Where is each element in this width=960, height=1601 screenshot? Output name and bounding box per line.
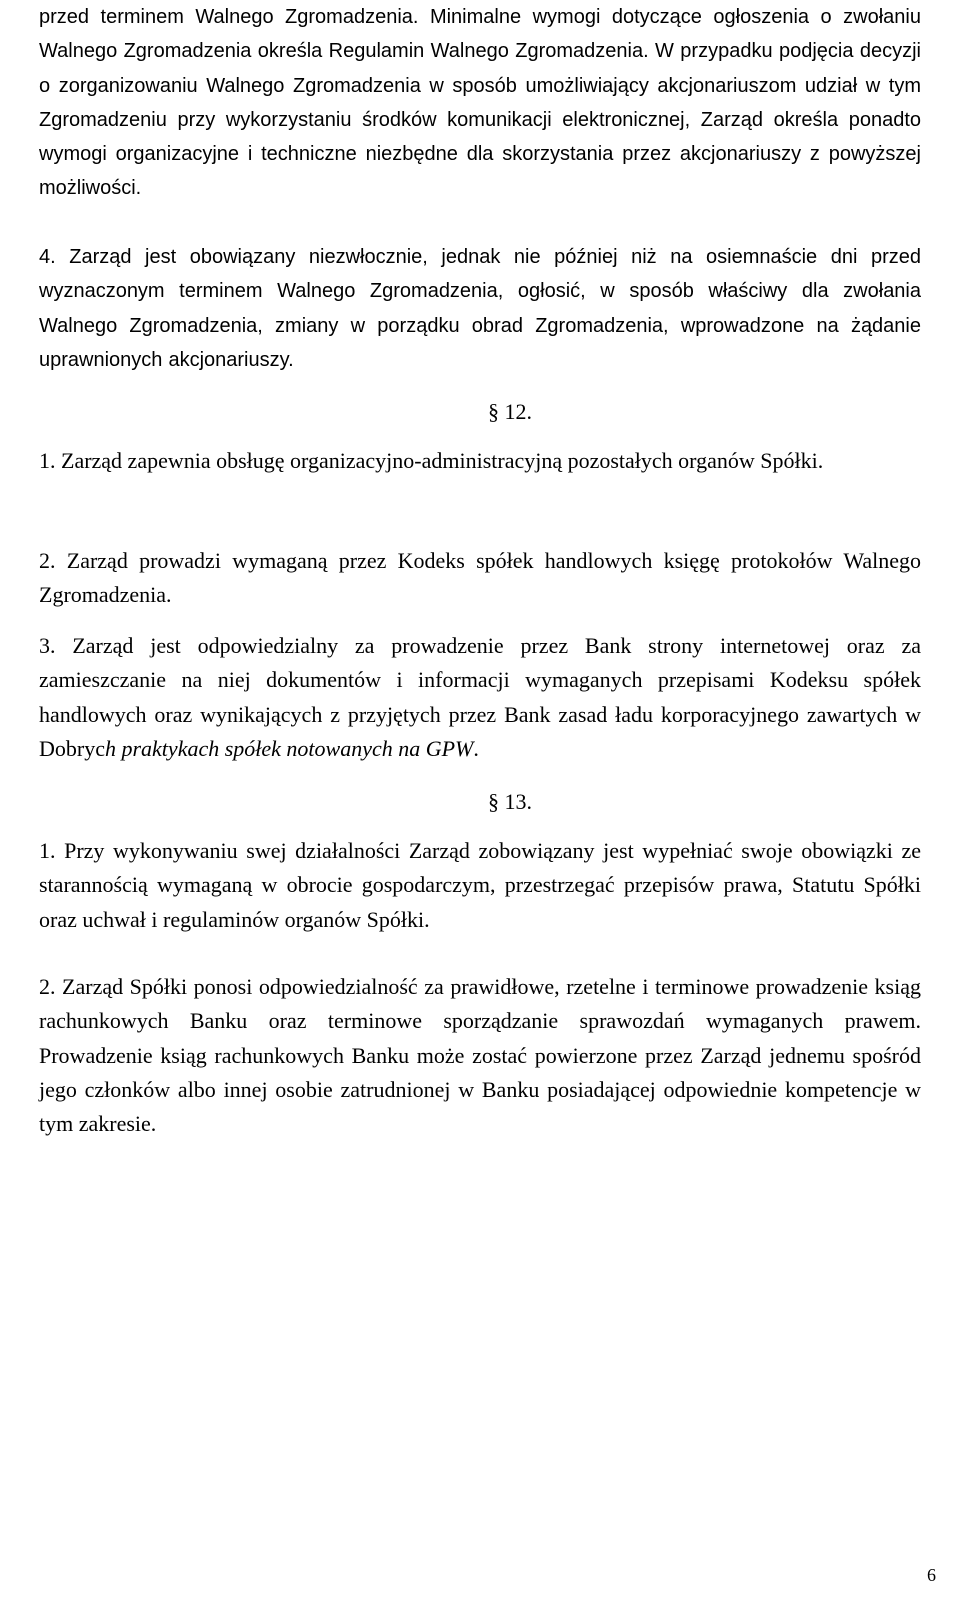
section-12-item-3 [39,629,921,766]
section-12-item-2: 2. Zarząd prowadzi wymaganą przez Kodeks spółek handlowych księgę protokołów Walnego Zgromadzenia. [39,548,921,608]
page-number: 6 [927,1565,936,1585]
section-12-item-1: 1. Zarząd zapewnia obsługę organizacyjno-administracyjną pozostałych organów Spółki. [39,448,824,473]
section-heading-13: § 13. [488,789,532,814]
section-13-item-2: 2. Zarząd Spółki ponosi odpowiedzialność za prawidłowe, rzetelne i terminowe prowadzenie ksiąg rachunkowych Banku oraz terminowe sporządzanie sprawozdań wymaganych prawem. Prowadzenie ksiąg rachunkowych Banku może zostać powierzone przez Zarząd jednemu spośród jego członków albo innej osobie zatrudnionej w Banku posiadającej odpowiednie kompetencje w tym zakresie. [39,974,921,1137]
paragraph-continued: przed terminem Walnego Zgromadzenia. Minimalne wymogi dotyczące ogłoszenia o zwołaniu Walnego Zgromadzenia określa Regulamin Walnego Zgromadzenia. W przypadku podjęcia decyzji o zorganizowaniu Walnego Zgromadzenia w sposób umożliwiający akcjonariuszom udział w tym Zgromadzeniu przy wykorzystaniu środków komunikacji elektronicznej, Zarząd określa ponadto wymogi organizacyjne i techniczne niezbędne dla skorzystania przez akcjonariuszy z powyższej możliwości. [39,6,921,200]
section-13-item-1: 1. Przy wykonywaniu swej działalności Zarząd zobowiązany jest wypełniać swoje obowiązki ze starannością wymaganą w obrocie gospodarczym, przestrzegać przepisów prawa, Statutu Spółki oraz uchwał i regulaminów organów Spółki. [39,838,921,932]
section-12-item-3-end: . [473,735,479,761]
paragraph-item-4: 4. Zarząd jest obowiązany niezwłocznie, jednak nie później niż na osiemnaście dni przed wyznaczonym terminem Walnego Zgromadzenia, ogłosić, w sposób właściwy dla zwołania Walnego Zgromadzenia, zmiany w porządku obrad Zgromadzenia, wprowadzone na żądanie uprawnionych akcjonariuszy. [39,246,921,371]
section-12-item-3-text: 3. Zarząd jest odpowiedzialny za prowadzenie przez Bank strony internetowej oraz za zamieszczanie na niej dokumentów i informacji wymaganych przepisami Kodeksu spółek handlowych oraz wynikających z przyjętych przez Bank zasad ładu korporacyjnego zawartych w Dobryc [39,633,921,761]
section-heading-12: § 12. [488,399,532,424]
section-12-item-3-italic: h praktykach spółek notowanych na GPW [104,735,474,761]
